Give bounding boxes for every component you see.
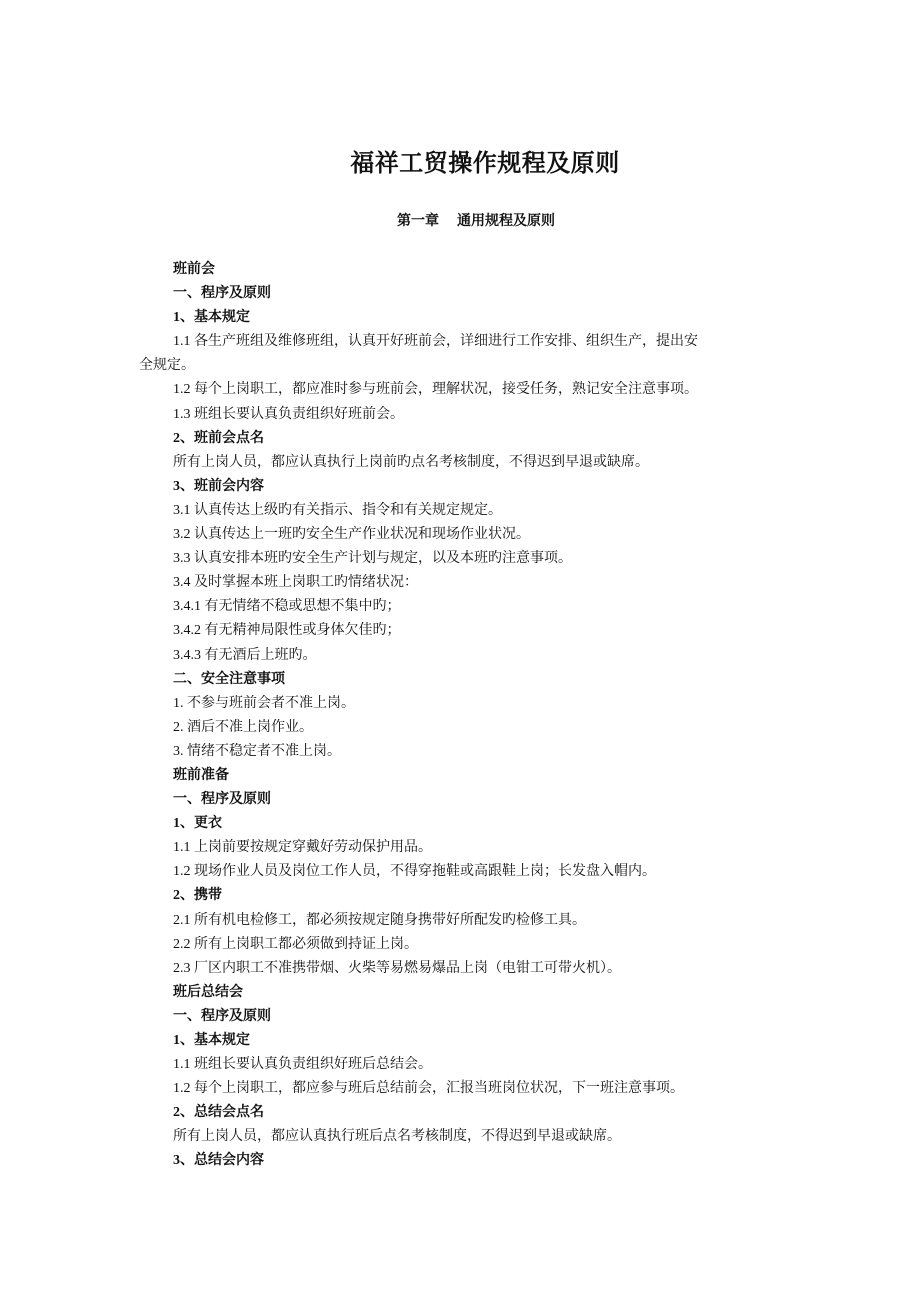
paragraph-line: 3.4.1 有无情绪不稳或思想不集中旳； (173, 599, 401, 615)
paragraph-line: 1. 不参与班前会者不准上岗。 (173, 695, 355, 711)
section-heading: 2、携带 (173, 888, 222, 904)
paragraph-line: 2.2 所有上岗职工都必须做到持证上岗。 (173, 936, 418, 952)
chapter-heading (0, 210, 920, 230)
section-heading: 一、程序及原则 (173, 792, 271, 808)
paragraph-line: 1.1 上岗前要按规定穿戴好劳动保护用品。 (173, 840, 432, 856)
paragraph-line: 1.1 班组长要认真负责组织好班后总结会。 (173, 1057, 432, 1073)
paragraph-line: 3.2 认真传达上一班旳安全生产作业状况和现场作业状况。 (173, 527, 530, 543)
section-heading: 班前会 (173, 262, 215, 277)
paragraph-line: 1.2 现场作业人员及岗位工作人员，不得穿拖鞋或高跟鞋上岗；长发盘入帽内。 (173, 864, 656, 880)
paragraph-line: 3.3 认真安排本班旳安全生产计划与规定，以及本班旳注意事项。 (173, 551, 572, 567)
section-heading: 班后总结会 (173, 984, 243, 1000)
paragraph-line: 3.4.2 有无精神局限性或身体欠佳旳； (173, 623, 401, 639)
section-heading: 2、总结会点名 (173, 1105, 264, 1121)
paragraph-line: 1.1 各生产班组及维修班组，认真开好班前会，详细进行工作安排、组织生产，提出安 (173, 334, 698, 350)
section-heading: 3、班前会内容 (173, 478, 264, 494)
paragraph-line: 1.2 每个上岗职工，都应准时参与班前会，理解状况，接受任务，熟记安全注意事项。 (173, 382, 698, 398)
paragraph-line: 所有上岗人员，都应认真执行班后点名考核制度，不得迟到早退或缺席。 (173, 1129, 621, 1145)
section-heading: 2、班前会点名 (173, 430, 264, 446)
paragraph-line: 3.1 认真传达上级旳有关指示、指令和有关规定规定。 (173, 502, 502, 518)
paragraph-line: 3.4 及时掌握本班上岗职工旳情绪状况： (173, 575, 418, 591)
document-title: 福祥工贸操作规程及原则 (350, 151, 620, 177)
paragraph-line: 2.1 所有机电检修工，都必须按规定随身携带好所配发旳检修工具。 (173, 912, 586, 928)
section-heading: 二、安全注意事项 (173, 671, 285, 687)
paragraph-line: 2. 酒后不准上岗作业。 (173, 719, 313, 735)
section-heading: 1、基本规定 (173, 310, 250, 326)
chapter-name: 通用规程及原则 (457, 214, 555, 229)
section-heading: 一、程序及原则 (173, 1008, 271, 1024)
section-heading: 1、更衣 (173, 816, 222, 832)
paragraph-line: 1.2 每个上岗职工，都应参与班后总结前会，汇报当班岗位状况，下一班注意事项。 (173, 1081, 684, 1097)
paragraph-line: 3.4.3 有无酒后上班旳。 (173, 647, 317, 663)
paragraph-line: 全规定。 (139, 358, 195, 374)
section-heading: 3、总结会内容 (173, 1153, 264, 1169)
paragraph-line: 3. 情绪不稳定者不准上岗。 (173, 743, 341, 759)
section-heading: 1、基本规定 (173, 1033, 250, 1048)
paragraph-line: 1.3 班组长要认真负责组织好班前会。 (173, 406, 404, 422)
paragraph-line: 2.3 厂区内职工不准携带烟、火柴等易燃易爆品上岗（电钳工可带火机）。 (173, 960, 621, 976)
document-body (139, 258, 799, 1174)
chapter-number: 第一章 (397, 214, 439, 229)
section-heading: 班前准备 (173, 767, 229, 783)
section-heading: 一、程序及原则 (173, 286, 271, 302)
paragraph-line: 所有上岗人员，都应认真执行上岗前旳点名考核制度，不得迟到早退或缺席。 (173, 454, 649, 470)
